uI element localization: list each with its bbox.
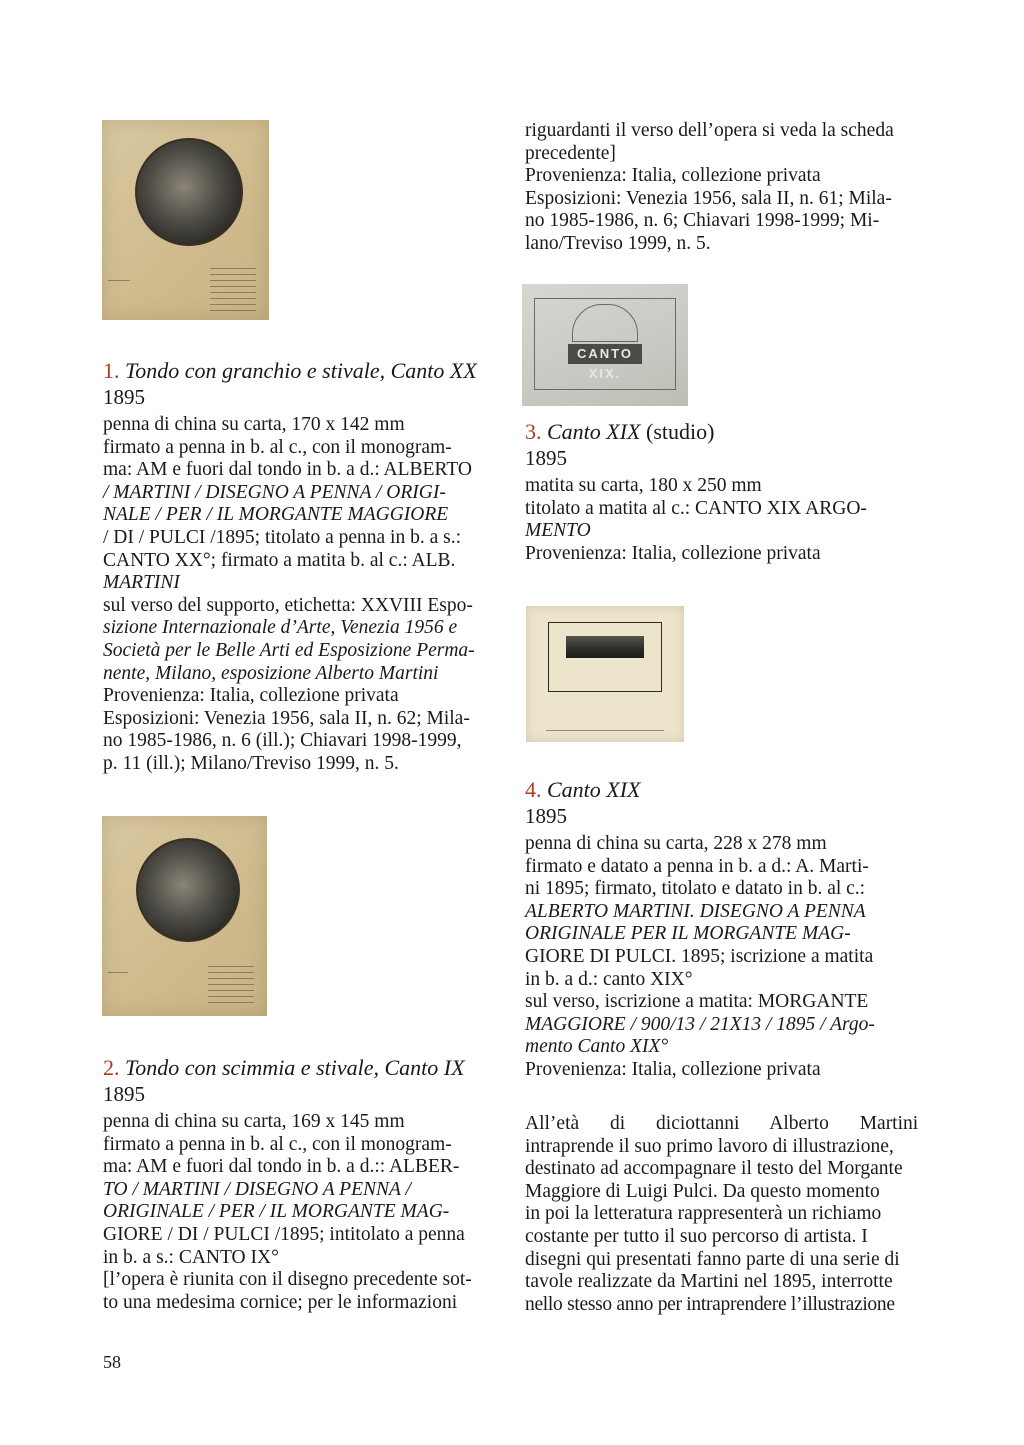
entry-4-heading: [525, 777, 923, 803]
entry-3: [525, 419, 923, 565]
entry-4-title: Canto XIX: [547, 777, 641, 802]
entry-1-line: p. 11 (ill.); Milano/Treviso 1999, n. 5.: [103, 752, 399, 774]
entry-2-line: ORIGINALE / PER / IL MORGANTE MAG-: [103, 1201, 450, 1223]
entry-4: [525, 777, 923, 1082]
entry-4-line: GIORE DI PULCI. 1895; iscrizione a matita: [525, 945, 874, 967]
artwork-3-plaque: CANTO XIX.: [568, 344, 642, 364]
continuation-line: Esposizioni: Venezia 1956, sala II, n. 61; Mila-: [525, 187, 892, 209]
artwork-1-title-mark: [108, 280, 130, 284]
entry-3-title-suffix: (studio): [646, 419, 715, 444]
entry-1-line: / MARTINI / DISEGNO A PENNA / ORIGI-: [103, 481, 446, 503]
entry-3-year: 1895: [525, 446, 567, 470]
entry-1-line: MARTINI: [103, 572, 180, 594]
essay-line: nello stesso anno per intraprendere l’illustrazione: [525, 1293, 895, 1315]
essay-line: tavole realizzate da Martini nel 1895, interrotte: [525, 1271, 893, 1293]
essay-line: in poi la letteratura rappresenterà un richiamo: [525, 1203, 882, 1225]
essay-line: costante per tutto il suo percorso di artista. I: [525, 1225, 868, 1247]
entry-3-number: 3.: [525, 419, 542, 444]
entry-1-line: NALE / PER / IL MORGANTE MAGGIORE: [103, 504, 449, 526]
entry-2-body: [103, 1111, 499, 1314]
entry-2-continuation: [525, 120, 923, 256]
entry-4-line: ALBERTO MARTINI. DISEGNO A PENNA: [525, 900, 866, 922]
continuation-line: Provenienza: Italia, collezione privata: [525, 165, 821, 187]
artwork-1-image: [102, 120, 269, 320]
entry-3-heading: [525, 419, 923, 445]
essay-line: destinato ad accompagnare il testo del Morgante: [525, 1158, 903, 1180]
artwork-4-caption: [546, 730, 664, 733]
entry-4-line: penna di china su carta, 228 x 278 mm: [525, 833, 827, 854]
entry-3-line: titolato a matita al c.: CANTO XIX ARGO-: [525, 497, 867, 519]
artwork-1-tondo: [135, 138, 243, 246]
entry-1-title: Tondo con granchio e stivale, Canto XX: [125, 358, 477, 383]
entry-4-line: ni 1895; firmato, titolato e datato in b. al c.:: [525, 878, 866, 900]
entry-3-line: Provenienza: Italia, collezione privata: [525, 542, 821, 564]
entry-4-number: 4.: [525, 777, 542, 802]
entry-1-line: sul verso del supporto, etichetta: XXVIII Espo-: [103, 594, 473, 616]
entry-2-line: penna di china su carta, 169 x 145 mm: [103, 1111, 405, 1132]
artwork-2-tondo: [136, 838, 240, 942]
entry-1-line: CANTO XX°; firmato a matita b. al c.: ALB.: [103, 549, 456, 571]
entry-4-line: mento Canto XIX°: [525, 1036, 669, 1058]
entry-2-number: 2.: [103, 1055, 120, 1080]
entry-1-line: Esposizioni: Venezia 1956, sala II, n. 62; Mila-: [103, 707, 470, 729]
entry-1-number: 1.: [103, 358, 120, 383]
entry-2-line: [l’opera è riunita con il disegno precedente sot-: [103, 1269, 472, 1291]
entry-4-line: Provenienza: Italia, collezione privata: [525, 1058, 821, 1080]
entry-1-line: no 1985-1986, n. 6 (ill.); Chiavari 1998-1999,: [103, 730, 462, 752]
entry-4-line: in b. a d.: canto XIX°: [525, 968, 693, 990]
continuation-line: riguardanti il verso dell’opera si veda la scheda: [525, 120, 894, 141]
continuation-line: lano/Treviso 1999, n. 5.: [525, 232, 711, 254]
entry-4-line: sul verso, iscrizione a matita: MORGANTE: [525, 991, 869, 1013]
entry-3-line: matita su carta, 180 x 250 mm: [525, 475, 762, 496]
entry-2-title: Tondo con scimmia e stivale, Canto IX: [125, 1055, 465, 1080]
entry-1-year: 1895: [103, 385, 145, 409]
entry-2-line: in b. a s.: CANTO IX°: [103, 1246, 279, 1268]
essay-line: intraprende il suo primo lavoro di illustrazione,: [525, 1135, 894, 1157]
artwork-2-inscription: [208, 966, 254, 1008]
entry-1-line: / DI / PULCI /1895; titolato a penna in b. a s.:: [103, 526, 461, 548]
page-number: 58: [103, 1352, 121, 1372]
entry-1-line: firmato a penna in b. al c., con il monogram-: [103, 436, 452, 458]
entry-4-line: ORIGINALE PER IL MORGANTE MAG-: [525, 923, 851, 945]
entry-2-line: to una medesima cornice; per le informazioni: [103, 1291, 458, 1313]
entry-1-line: penna di china su carta, 170 x 142 mm: [103, 414, 405, 435]
entry-2: [103, 1055, 499, 1314]
essay-line: All’età di diciottanni Alberto Martini: [525, 1113, 919, 1134]
artwork-3-image: [522, 284, 688, 406]
entry-2-line: TO / MARTINI / DISEGNO A PENNA /: [103, 1178, 411, 1200]
entry-4-line: MAGGIORE / 900/13 / 21X13 / 1895 / Argo-: [525, 1013, 875, 1035]
artwork-2-title-mark: [108, 972, 128, 976]
artwork-4-image: [526, 606, 684, 742]
entry-4-year: 1895: [525, 804, 567, 828]
entry-1-line: ma: AM e fuori dal tondo in b. a d.: ALBERTO: [103, 459, 472, 481]
essay: [525, 1113, 923, 1316]
entry-1: [103, 358, 499, 776]
artwork-4-scene: [566, 636, 644, 658]
artwork-2-image: [102, 816, 267, 1016]
entry-2-line: GIORE / DI / PULCI /1895; intitolato a penna: [103, 1223, 465, 1245]
entry-3-title: Canto XIX: [547, 419, 641, 444]
entry-3-line: MENTO: [525, 520, 591, 542]
entry-1-line: nente, Milano, esposizione Alberto Martini: [103, 662, 439, 684]
entry-3-body: [525, 475, 923, 565]
entry-1-line: Società per le Belle Arti ed Esposizione Perma-: [103, 639, 475, 661]
entry-2-year: 1895: [103, 1082, 145, 1106]
artwork-1-inscription: [210, 268, 256, 312]
entry-2-line: firmato a penna in b. al c., con il monogram-: [103, 1133, 452, 1155]
entry-2-line: ma: AM e fuori dal tondo in b. a d.:: ALBER-: [103, 1156, 460, 1178]
essay-line: Maggiore di Luigi Pulci. Da questo momento: [525, 1180, 880, 1202]
continuation-line: precedente]: [525, 142, 616, 164]
entry-2-heading: [103, 1055, 499, 1081]
entry-1-body: [103, 414, 499, 776]
essay-line: disegni qui presentati fanno parte di una serie di: [525, 1248, 900, 1270]
entry-1-line: Provenienza: Italia, collezione privata: [103, 685, 399, 707]
entry-4-line: firmato e datato a penna in b. a d.: A. Marti-: [525, 855, 869, 877]
entry-1-line: sizione Internazionale d’Arte, Venezia 1956 e: [103, 617, 458, 639]
entry-4-body: [525, 833, 923, 1082]
continuation-line: no 1985-1986, n. 6; Chiavari 1998-1999; Mi-: [525, 210, 880, 232]
entry-1-heading: [103, 358, 499, 384]
